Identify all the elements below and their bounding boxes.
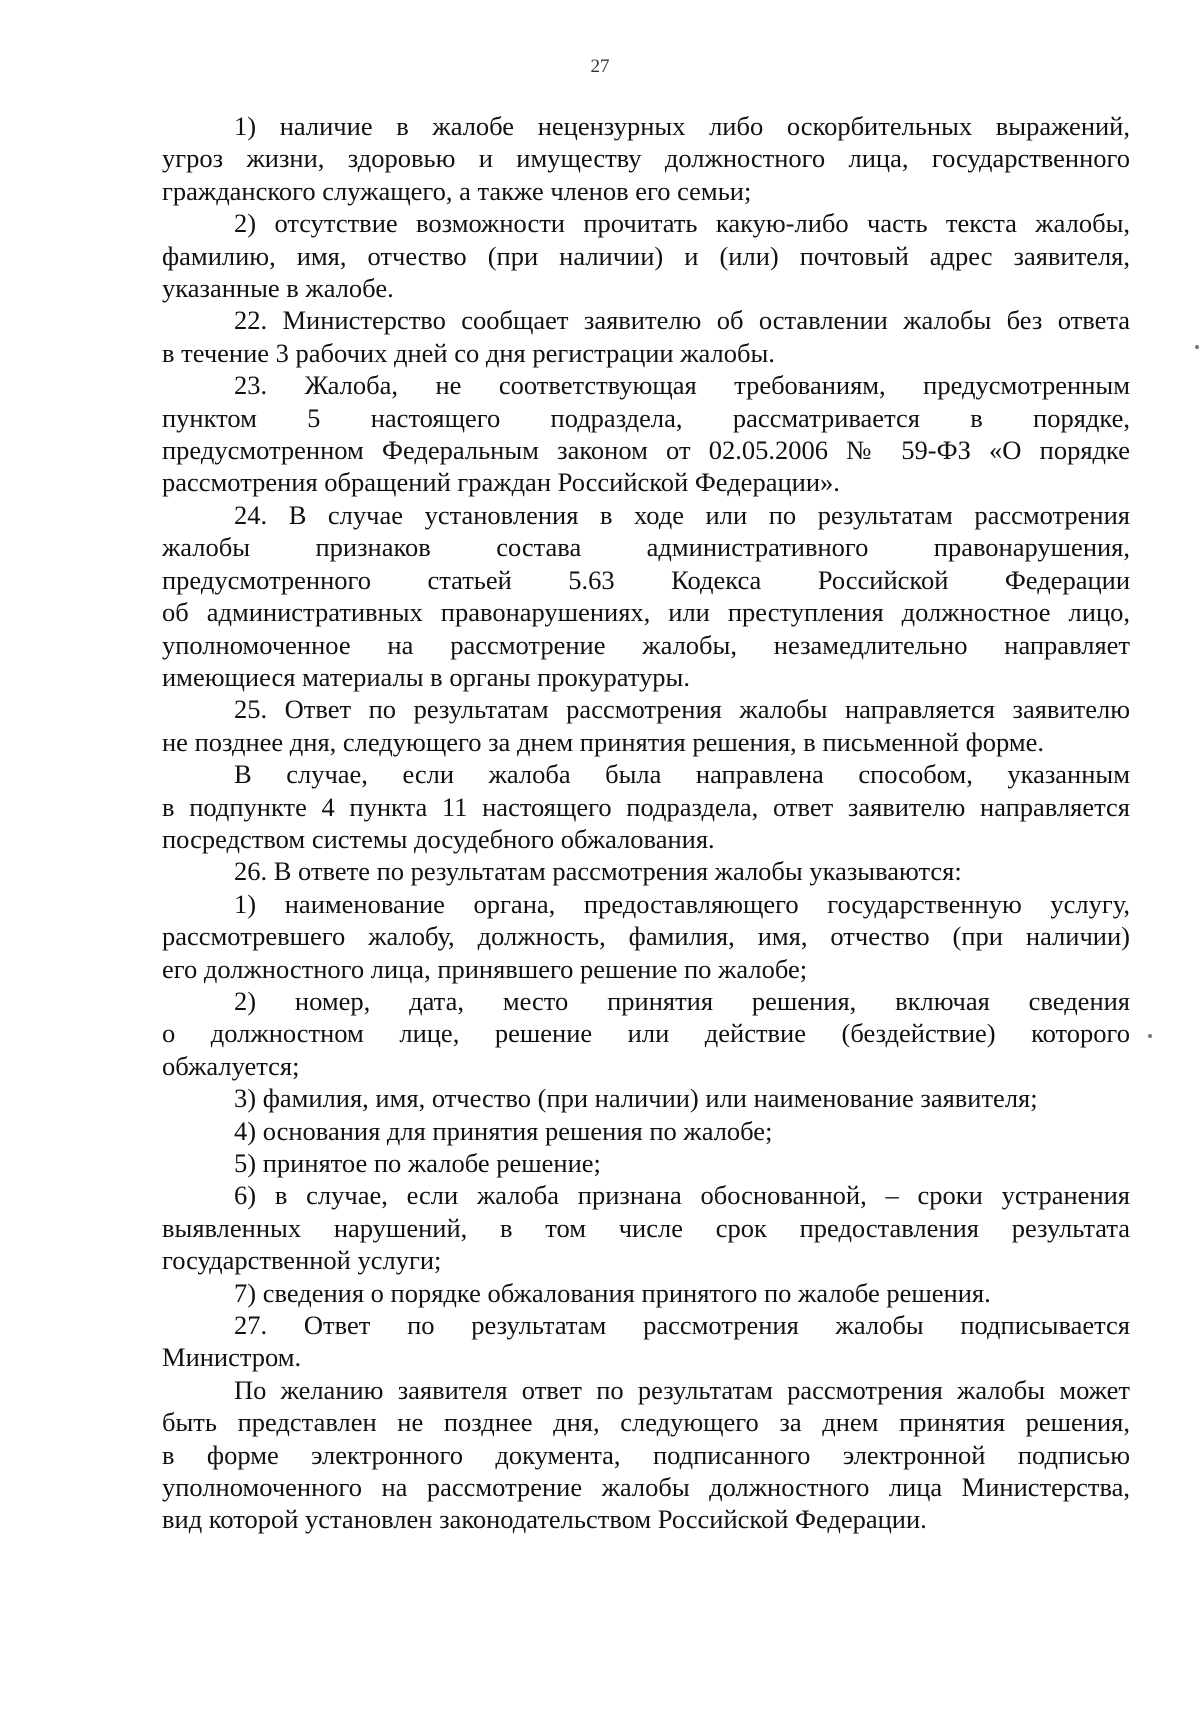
- document-body: [162, 110, 1130, 1536]
- text-line: не позднее дня, следующего за днем принятия решения, в письменной форме.: [162, 726, 1045, 757]
- text-line: 22. Министерство сообщает заявителю об оставлении жалобы без ответа: [234, 305, 1130, 336]
- scan-speck: [1195, 345, 1199, 349]
- text-line: выявленных нарушений, в том числе срок предоставления результата: [162, 1212, 1130, 1243]
- text-line: уполномоченное на рассмотрение жалобы, незамедлительно направляет: [162, 629, 1130, 660]
- text-line: предусмотренном Федеральным законом от 02.05.2006 № 59-ФЗ «О порядке: [162, 435, 1130, 466]
- text-line: обжалуется;: [162, 1050, 300, 1081]
- paragraph: [162, 1309, 1130, 1374]
- paragraph: [162, 110, 1130, 207]
- paragraph: [162, 985, 1130, 1082]
- paragraph: [162, 1082, 1130, 1114]
- paragraph: [162, 888, 1130, 985]
- text-line: рассмотрения обращений граждан Российской Федерации».: [162, 467, 840, 498]
- text-line: пунктом 5 настоящего подраздела, рассматривается в порядке,: [162, 402, 1130, 433]
- scan-speck: [1148, 1034, 1152, 1038]
- text-line: об административных правонарушениях, или преступления должностное лицо,: [162, 597, 1130, 628]
- text-line: 3) фамилия, имя, отчество (при наличии) или наименование заявителя;: [234, 1083, 1038, 1114]
- text-line: 1) наименование органа, предоставляющего государственную услугу,: [234, 888, 1130, 919]
- paragraph: [162, 693, 1130, 758]
- text-line: в форме электронного документа, подписанного электронной подписью: [162, 1439, 1130, 1470]
- text-line: 27. Ответ по результатам рассмотрения жалобы подписывается: [234, 1310, 1130, 1341]
- text-line: быть представлен не позднее дня, следующего за днем принятия решения,: [162, 1407, 1130, 1438]
- text-line: 4) основания для принятия решения по жалобе;: [234, 1115, 773, 1146]
- page-number: 27: [590, 56, 610, 77]
- text-line: в течение 3 рабочих дней со дня регистрации жалобы.: [162, 337, 775, 368]
- paragraph: [162, 1115, 1130, 1147]
- paragraph: [162, 207, 1130, 304]
- paragraph: [162, 1147, 1130, 1179]
- text-line: о должностном лице, решение или действие (бездействие) которого: [162, 1018, 1130, 1049]
- text-line: 2) номер, дата, место принятия решения, включая сведения: [234, 985, 1130, 1016]
- text-line: 24. В случае установления в ходе или по результатам рассмотрения: [234, 499, 1130, 530]
- text-line: фамилию, имя, отчество (при наличии) и (или) почтовый адрес заявителя,: [162, 240, 1130, 271]
- text-line: Министром.: [162, 1342, 302, 1373]
- text-line: вид которой установлен законодательством Российской Федерации.: [162, 1504, 927, 1535]
- paragraph: [162, 1277, 1130, 1309]
- text-line: гражданского служащего, а также членов его семьи;: [162, 175, 752, 206]
- paragraph: [162, 758, 1130, 855]
- text-line: в подпункте 4 пункта 11 настоящего подраздела, ответ заявителю направляется: [162, 791, 1130, 822]
- text-line: государственной услуги;: [162, 1245, 442, 1276]
- text-line: 25. Ответ по результатам рассмотрения жалобы направляется заявителю: [234, 694, 1130, 725]
- text-line: 6) в случае, если жалоба признана обоснованной, – сроки устранения: [234, 1180, 1130, 1211]
- text-line: уполномоченного на рассмотрение жалобы должностного лица Министерства,: [162, 1472, 1130, 1503]
- text-line: 26. В ответе по результатам рассмотрения жалобы указываются:: [234, 856, 962, 887]
- paragraph: [162, 855, 1130, 887]
- text-line: посредством системы досудебного обжалования.: [162, 823, 715, 854]
- text-line: рассмотревшего жалобу, должность, фамилия, имя, отчество (при наличии): [162, 921, 1130, 952]
- paragraph: [162, 369, 1130, 499]
- text-line: 2) отсутствие возможности прочитать какую-либо часть текста жалобы,: [234, 208, 1130, 239]
- paragraph: [162, 499, 1130, 693]
- text-line: 23. Жалоба, не соответствующая требованиям, предусмотренным: [234, 370, 1130, 401]
- text-line: его должностного лица, принявшего решение по жалобе;: [162, 953, 808, 984]
- text-line: В случае, если жалоба была направлена способом, указанным: [234, 759, 1130, 790]
- paragraph: [162, 1179, 1130, 1276]
- text-line: предусмотренного статьей 5.63 Кодекса Российской Федерации: [162, 564, 1130, 595]
- text-line: 7) сведения о порядке обжалования принятого по жалобе решения.: [234, 1277, 991, 1308]
- paragraph: [162, 304, 1130, 369]
- text-line: угроз жизни, здоровью и имуществу должностного лица, государственного: [162, 143, 1130, 174]
- text-line: 5) принятое по жалобе решение;: [234, 1148, 601, 1178]
- text-line: указанные в жалобе.: [162, 273, 394, 304]
- text-line: жалобы признаков состава административного правонарушения,: [162, 532, 1130, 563]
- text-line: 1) наличие в жалобе нецензурных либо оскорбительных выражений,: [234, 111, 1130, 141]
- text-line: По желанию заявителя ответ по результатам рассмотрения жалобы может: [234, 1374, 1130, 1405]
- paragraph: [162, 1374, 1130, 1536]
- text-line: имеющиеся материалы в органы прокуратуры.: [162, 661, 690, 692]
